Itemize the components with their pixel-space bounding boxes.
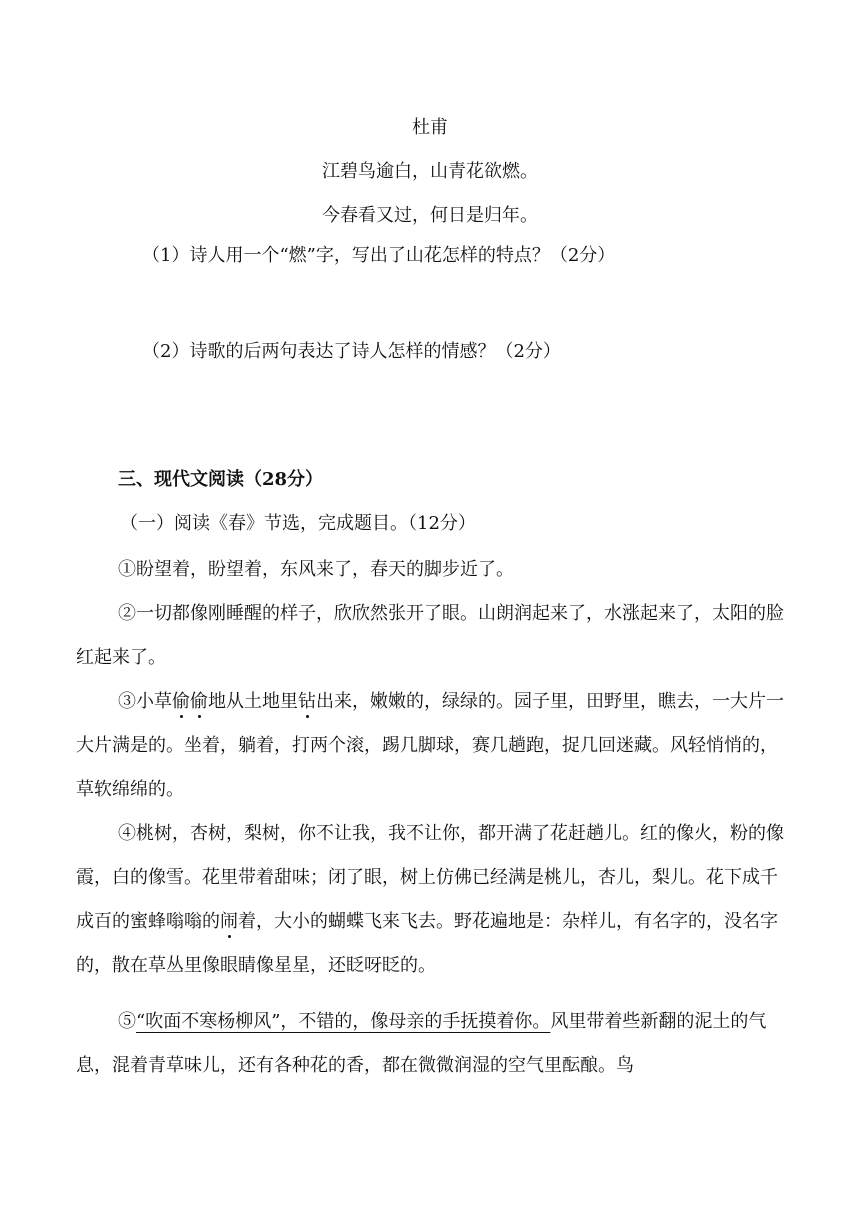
paragraph-4-start: ④桃树，杏树，梨树，你不让我，我不让你，都开满了花赶趟儿。红的像火，粉的像霞，白的像雪。花里带着甜味；闭了眼，树上仿佛已经满是桃儿，杏儿，梨儿。花下成千成百的蜜蜂嗡嗡的 xyxy=(76,823,784,932)
poem-line-2: 今春看又过，何日是归年。 xyxy=(322,205,538,226)
emphasis-char: 闹 xyxy=(220,911,238,932)
underlined-sentence: “吹面不寒杨柳风”，不错的，像母亲的手抚摸着你。 xyxy=(136,1011,551,1032)
paragraph-5-rest: 风里带着些新翻的泥土的气息，混着青草味儿，还有各种花的香，都在微微润湿的空气里酝酿。鸟 xyxy=(76,1011,767,1076)
emphasis-char: 偷 xyxy=(190,691,208,712)
question-1: （1）诗人用一个“燃”字，写出了山花怎样的特点？（2分） xyxy=(142,245,616,266)
paragraph-3 xyxy=(76,680,786,812)
paragraph-3-start: ③小草 xyxy=(118,691,172,712)
question-2: （2）诗歌的后两句表达了诗人怎样的情感？（2分） xyxy=(142,341,561,362)
emphasis-char: 钻 xyxy=(298,691,316,712)
section-3-title: 三、现代文阅读（28分） xyxy=(118,469,324,490)
poem-line-1: 江碧鸟逾白，山青花欲燃。 xyxy=(322,161,538,182)
poem-author: 杜甫 xyxy=(412,117,448,138)
paragraph-3-mid: 地从土地里 xyxy=(208,691,298,712)
paragraph-2: ②一切都像刚睡醒的样子，欣欣然张开了眼。山朗润起来了，水涨起来了，太阳的脸红起来了。 xyxy=(76,603,784,668)
paragraph-5 xyxy=(76,1000,786,1088)
paragraph-5-number: ⑤ xyxy=(118,1011,136,1032)
subsection-1-title: （一）阅读《春》节选，完成题目。（12分） xyxy=(120,513,476,534)
paragraph-4-end: 着，大小的蝴蝶飞来飞去。野花遍地是：杂样儿，有名字的，没名字的，散在草丛里像眼睛像星星，还眨呀眨的。 xyxy=(76,911,778,976)
paragraph-4 xyxy=(76,812,786,988)
paragraph-3-end: 出来，嫩嫩的，绿绿的。园子里，田野里，瞧去，一大片一大片满是的。坐着，躺着，打两个滚，踢几脚球，赛几趟跑，捉几回迷藏。风轻悄悄的，草软绵绵的。 xyxy=(76,691,784,800)
paragraph-1: ①盼望着，盼望着，东风来了，春天的脚步近了。 xyxy=(118,559,514,580)
emphasis-char: 偷 xyxy=(172,691,190,712)
